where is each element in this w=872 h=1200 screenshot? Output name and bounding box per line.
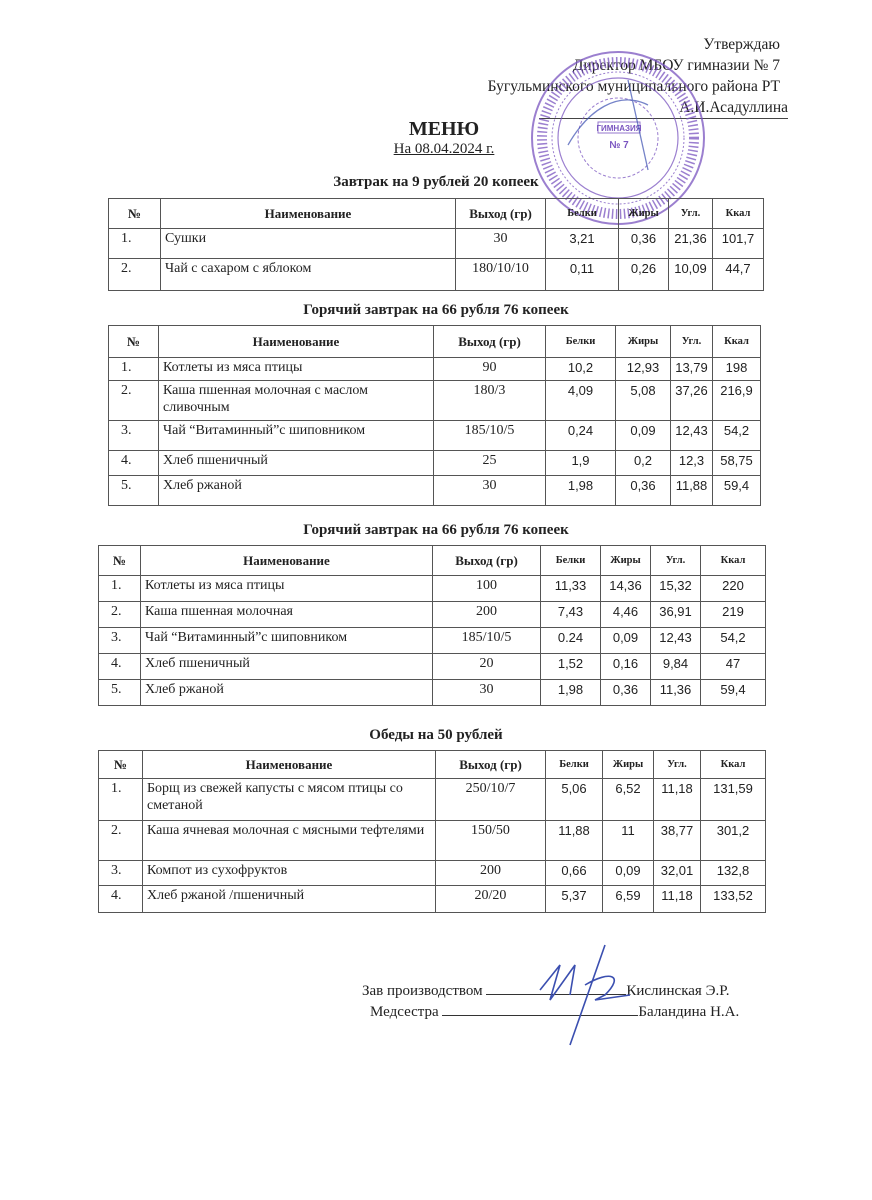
item-name: Хлеб ржаной xyxy=(141,680,433,706)
item-number: 3. xyxy=(109,421,159,451)
item-kcal: 59,4 xyxy=(713,476,761,506)
menu-table xyxy=(98,545,766,706)
item-carbs: 21,36 xyxy=(669,229,713,259)
table-row xyxy=(99,576,766,602)
item-carbs: 9,84 xyxy=(651,654,701,680)
item-number: 4. xyxy=(99,886,143,913)
column-header: Белки xyxy=(546,199,619,229)
item-name: Котлеты из мяса птицы xyxy=(141,576,433,602)
item-carbs: 15,32 xyxy=(651,576,701,602)
item-carbs: 11,18 xyxy=(654,886,701,913)
item-carbs: 37,26 xyxy=(671,381,713,421)
item-kcal: 59,4 xyxy=(701,680,766,706)
approval-line-3: Бугульминского муниципального района РТ xyxy=(487,78,780,95)
handwritten-signature xyxy=(500,940,670,1050)
item-protein: 0,24 xyxy=(546,421,616,451)
item-carbs: 11,36 xyxy=(651,680,701,706)
table-row xyxy=(99,680,766,706)
item-carbs: 12,3 xyxy=(671,451,713,476)
table-row xyxy=(99,628,766,654)
item-yield: 20/20 xyxy=(436,886,546,913)
item-fat: 11 xyxy=(603,821,654,861)
table-header-row xyxy=(109,199,764,229)
item-name: Каша пшенная молочная xyxy=(141,602,433,628)
table-row xyxy=(99,654,766,680)
item-protein: 1,9 xyxy=(546,451,616,476)
item-number: 1. xyxy=(109,229,161,259)
column-header: Угл. xyxy=(651,546,701,576)
item-number: 1. xyxy=(99,576,141,602)
item-yield: 185/10/5 xyxy=(434,421,546,451)
item-fat: 14,36 xyxy=(601,576,651,602)
column-header: Угл. xyxy=(669,199,713,229)
item-number: 1. xyxy=(109,358,159,381)
column-header: Угл. xyxy=(654,751,701,779)
section-title: Обеды на 50 рублей xyxy=(369,727,503,743)
item-name: Компот из сухофруктов xyxy=(143,861,436,886)
column-header: Выход (гр) xyxy=(436,751,546,779)
item-yield: 150/50 xyxy=(436,821,546,861)
item-carbs: 10,09 xyxy=(669,259,713,291)
item-number: 2. xyxy=(99,602,141,628)
column-header: Жиры xyxy=(601,546,651,576)
table-row xyxy=(109,476,761,506)
menu-table xyxy=(108,325,761,506)
item-carbs: 13,79 xyxy=(671,358,713,381)
svg-text:№ 7: № 7 xyxy=(609,140,629,151)
table-header-row xyxy=(99,751,766,779)
item-fat: 0,09 xyxy=(603,861,654,886)
item-name: Каша ячневая молочная с мясными тефтелями xyxy=(143,821,436,861)
item-kcal: 54,2 xyxy=(701,628,766,654)
table-row xyxy=(109,421,761,451)
item-fat: 6,59 xyxy=(603,886,654,913)
item-yield: 20 xyxy=(433,654,541,680)
item-kcal: 132,8 xyxy=(701,861,766,886)
approval-line-4: А.И.Асадуллина xyxy=(539,97,788,119)
item-yield: 25 xyxy=(434,451,546,476)
item-number: 2. xyxy=(109,381,159,421)
table-row xyxy=(109,381,761,421)
item-carbs: 12,43 xyxy=(671,421,713,451)
table-header-row xyxy=(99,546,766,576)
item-yield: 30 xyxy=(433,680,541,706)
column-header: Жиры xyxy=(616,326,671,358)
column-header: Выход (гр) xyxy=(456,199,546,229)
item-protein: 10,2 xyxy=(546,358,616,381)
column-header: Наименование xyxy=(141,546,433,576)
column-header: Жиры xyxy=(603,751,654,779)
item-number: 4. xyxy=(109,451,159,476)
table-row xyxy=(109,451,761,476)
table-row xyxy=(99,886,766,913)
item-fat: 4,46 xyxy=(601,602,651,628)
item-yield: 185/10/5 xyxy=(433,628,541,654)
item-carbs: 12,43 xyxy=(651,628,701,654)
column-header: Наименование xyxy=(143,751,436,779)
item-fat: 0,26 xyxy=(619,259,669,291)
table-row xyxy=(99,602,766,628)
column-header: Белки xyxy=(541,546,601,576)
item-number: 5. xyxy=(99,680,141,706)
item-yield: 200 xyxy=(433,602,541,628)
column-header: Наименование xyxy=(161,199,456,229)
table-row xyxy=(99,779,766,821)
signature-name: Баландина Н.А. xyxy=(638,1004,740,1020)
item-protein: 11,33 xyxy=(541,576,601,602)
item-fat: 0,36 xyxy=(616,476,671,506)
item-name: Чай “Витаминный”с шиповником xyxy=(159,421,434,451)
item-kcal: 58,75 xyxy=(713,451,761,476)
column-header: № xyxy=(109,199,161,229)
item-kcal: 216,9 xyxy=(713,381,761,421)
item-kcal: 131,59 xyxy=(701,779,766,821)
column-header: Ккал xyxy=(701,751,766,779)
item-name: Хлеб ржаной xyxy=(159,476,434,506)
item-number: 2. xyxy=(109,259,161,291)
item-number: 3. xyxy=(99,628,141,654)
item-yield: 30 xyxy=(456,229,546,259)
item-kcal: 133,52 xyxy=(701,886,766,913)
item-kcal: 101,7 xyxy=(713,229,764,259)
column-header: Выход (гр) xyxy=(433,546,541,576)
item-name: Чай с сахаром с яблоком xyxy=(161,259,456,291)
item-name: Хлеб пшеничный xyxy=(141,654,433,680)
item-kcal: 47 xyxy=(701,654,766,680)
column-header: Ккал xyxy=(713,326,761,358)
item-name: Каша пшенная молочная с маслом сливочным xyxy=(159,381,434,421)
section-title: Завтрак на 9 рублей 20 копеек xyxy=(333,174,539,190)
menu-date: На 08.04.2024 г. xyxy=(393,141,495,157)
item-protein: 1,52 xyxy=(541,654,601,680)
item-kcal: 301,2 xyxy=(701,821,766,861)
column-header: Белки xyxy=(546,326,616,358)
item-yield: 30 xyxy=(434,476,546,506)
item-carbs: 32,01 xyxy=(654,861,701,886)
item-yield: 200 xyxy=(436,861,546,886)
item-carbs: 11,18 xyxy=(654,779,701,821)
item-fat: 0,36 xyxy=(601,680,651,706)
item-protein: 5,37 xyxy=(546,886,603,913)
item-protein: 3,21 xyxy=(546,229,619,259)
item-number: 3. xyxy=(99,861,143,886)
signature-name: Кислинская Э.Р. xyxy=(626,983,730,999)
item-fat: 0,36 xyxy=(619,229,669,259)
page-title: МЕНЮ xyxy=(408,118,480,140)
signature-role: Зав производством xyxy=(362,983,483,999)
item-name: Сушки xyxy=(161,229,456,259)
column-header: Жиры xyxy=(619,199,669,229)
approval-line-1: Утверждаю xyxy=(703,36,780,53)
item-carbs: 38,77 xyxy=(654,821,701,861)
item-number: 4. xyxy=(99,654,141,680)
table-row xyxy=(99,861,766,886)
table-row xyxy=(109,358,761,381)
item-protein: 4,09 xyxy=(546,381,616,421)
item-carbs: 11,88 xyxy=(671,476,713,506)
item-number: 5. xyxy=(109,476,159,506)
item-kcal: 220 xyxy=(701,576,766,602)
column-header: Белки xyxy=(546,751,603,779)
item-protein: 5,06 xyxy=(546,779,603,821)
item-protein: 0.24 xyxy=(541,628,601,654)
item-yield: 180/10/10 xyxy=(456,259,546,291)
table-header-row xyxy=(109,326,761,358)
column-header: № xyxy=(109,326,159,358)
item-carbs: 36,91 xyxy=(651,602,701,628)
item-kcal: 54,2 xyxy=(713,421,761,451)
item-protein: 7,43 xyxy=(541,602,601,628)
item-fat: 0,2 xyxy=(616,451,671,476)
item-protein: 1,98 xyxy=(546,476,616,506)
section-title: Горячий завтрак на 66 рубля 76 копеек xyxy=(303,302,569,318)
item-number: 1. xyxy=(99,779,143,821)
item-protein: 0,66 xyxy=(546,861,603,886)
item-kcal: 219 xyxy=(701,602,766,628)
section-title: Горячий завтрак на 66 рубля 76 копеек xyxy=(303,522,569,538)
item-yield: 250/10/7 xyxy=(436,779,546,821)
item-protein: 1,98 xyxy=(541,680,601,706)
menu-table xyxy=(98,750,766,913)
menu-table xyxy=(108,198,764,291)
item-fat: 0,09 xyxy=(601,628,651,654)
item-fat: 5,08 xyxy=(616,381,671,421)
item-name: Чай “Витаминный”с шиповником xyxy=(141,628,433,654)
svg-text:ГИМНАЗИЯ: ГИМНАЗИЯ xyxy=(596,124,642,133)
item-protein: 11,88 xyxy=(546,821,603,861)
signature-role: Медсестра xyxy=(370,1004,439,1020)
item-name: Борщ из свежей капусты с мясом птицы со сметаной xyxy=(143,779,436,821)
item-kcal: 44,7 xyxy=(713,259,764,291)
column-header: Наименование xyxy=(159,326,434,358)
item-name: Хлеб пшеничный xyxy=(159,451,434,476)
item-fat: 12,93 xyxy=(616,358,671,381)
column-header: Ккал xyxy=(713,199,764,229)
item-name: Хлеб ржаной /пшеничный xyxy=(143,886,436,913)
item-yield: 180/3 xyxy=(434,381,546,421)
item-fat: 0,09 xyxy=(616,421,671,451)
table-row xyxy=(109,259,764,291)
column-header: Угл. xyxy=(671,326,713,358)
item-kcal: 198 xyxy=(713,358,761,381)
item-fat: 0,16 xyxy=(601,654,651,680)
column-header: Ккал xyxy=(701,546,766,576)
table-row xyxy=(99,821,766,861)
item-protein: 0,11 xyxy=(546,259,619,291)
item-yield: 100 xyxy=(433,576,541,602)
item-yield: 90 xyxy=(434,358,546,381)
column-header: Выход (гр) xyxy=(434,326,546,358)
table-row xyxy=(109,229,764,259)
item-fat: 6,52 xyxy=(603,779,654,821)
column-header: № xyxy=(99,546,141,576)
item-number: 2. xyxy=(99,821,143,861)
item-name: Котлеты из мяса птицы xyxy=(159,358,434,381)
column-header: № xyxy=(99,751,143,779)
approval-line-2: Директор МБОУ гимназии № 7 xyxy=(572,57,780,74)
